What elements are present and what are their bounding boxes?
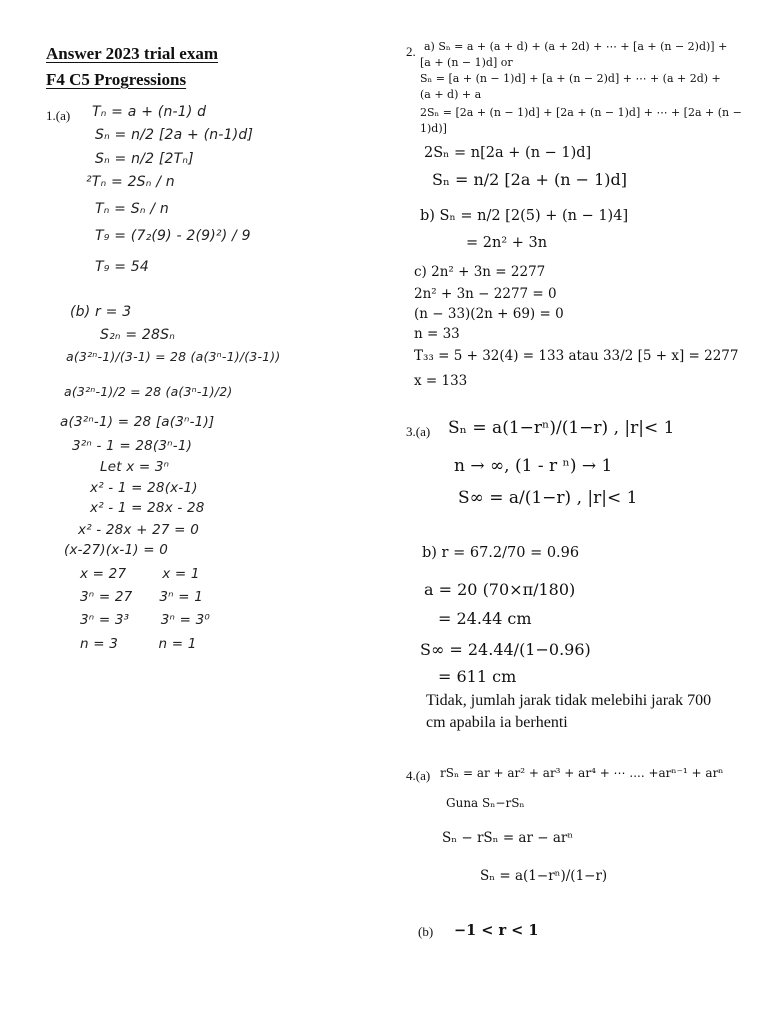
q1b-line: 3ⁿ = 27 3ⁿ = 1 xyxy=(80,589,204,605)
q1b-line: x² - 1 = 28(x-1) xyxy=(90,480,198,496)
q1a-line: Sₙ = n/2 [2a + (n-1)d] xyxy=(95,127,254,143)
q2-label: 2. xyxy=(406,44,416,59)
q4b-label: (b) xyxy=(418,924,434,939)
q1a-line: Tₙ = a + (n-1) d xyxy=(92,104,207,120)
q1b-line: a(3²ⁿ-1) = 28 [a(3ⁿ-1)] xyxy=(60,414,215,430)
q1b-line: x² - 28x + 27 = 0 xyxy=(78,522,199,538)
q2a-line: 2Sₙ = [2a + (n − 1)d] + [2a + (n − 1)d] + ⋯ + [2a + (n − xyxy=(420,106,742,119)
q4a-guna: Guna Sₙ−rSₙ xyxy=(446,796,525,810)
q2a-result: 2Sₙ = n[2a + (n − 1)d] xyxy=(424,145,592,161)
q1a-line: Sₙ = n/2 [2Tₙ] xyxy=(95,151,194,167)
q2c-line: x = 133 xyxy=(414,373,468,389)
q3a-sum-infinity: S∞ = a/(1−r) , |r|< 1 xyxy=(458,488,638,508)
q1b-line: n = 3 n = 1 xyxy=(80,636,197,652)
q3-label: 3.(a) xyxy=(406,424,431,439)
q2a-line: [a + (n − 1)d] or xyxy=(420,56,513,69)
q2a-line: (a + d) + a xyxy=(420,88,482,101)
q1b-line: S₂ₙ = 28Sₙ xyxy=(100,327,176,343)
q3b-line: b) r = 67.2/70 = 0.96 xyxy=(422,545,580,561)
page-subtitle: F4 C5 Progressions xyxy=(46,70,187,89)
q1b-line: 3²ⁿ - 1 = 28(3ⁿ-1) xyxy=(72,438,193,454)
q2c-line: T₃₃ = 5 + 32(4) = 133 atau 33/2 [5 + x] = 2277 xyxy=(414,348,739,364)
q2c-line: 2n² + 3n − 2277 = 0 xyxy=(414,286,557,302)
q2c-line: n = 33 xyxy=(414,326,460,342)
q1b-line: (b) r = 3 xyxy=(70,304,132,320)
q1b-line: a(3²ⁿ-1)/(3-1) = 28 (a(3ⁿ-1)/(3-1)) xyxy=(66,349,281,364)
q1b-line: Let x = 3ⁿ xyxy=(100,459,170,475)
q2a-line: 1)d)] xyxy=(420,122,447,135)
q3a-limit: n → ∞, (1 - r ⁿ) → 1 xyxy=(454,456,613,476)
q4a-line: Sₙ − rSₙ = ar − arⁿ xyxy=(442,830,574,846)
q3b-line: S∞ = 24.44/(1−0.96) xyxy=(420,640,591,659)
q1a-line: T₉ = (7₂(9) - 2(9)²) / 9 xyxy=(95,228,251,244)
page-title: Answer 2023 trial exam xyxy=(46,44,219,63)
q1b-line: x² - 1 = 28x - 28 xyxy=(90,500,205,516)
q1b-line: x = 27 x = 1 xyxy=(80,566,200,582)
q4a-formula: Sₙ = a(1−rⁿ)/(1−r) xyxy=(480,868,608,884)
q2a-formula: Sₙ = n/2 [2a + (n − 1)d] xyxy=(432,170,627,189)
q3a-line: Sₙ = a(1−rⁿ)/(1−r) , |r|< 1 xyxy=(448,418,675,438)
q3b-conclusion: Tidak, jumlah jarak tidak melebihi jarak 700 cm apabila ia berhenti xyxy=(426,692,712,731)
q2c-line: c) 2n² + 3n = 2277 xyxy=(414,264,546,280)
q2c-line: (n − 33)(2n + 69) = 0 xyxy=(414,306,564,322)
q1a-line: Tₙ = Sₙ / n xyxy=(95,201,169,217)
q1a-line: T₉ = 54 xyxy=(95,259,150,275)
q4a-line: rSₙ = ar + ar² + ar³ + ar⁴ + ⋯ .... +arⁿ⁻¹ + arⁿ xyxy=(440,766,724,780)
q2a-line: a) Sₙ = a + (a + d) + (a + 2d) + ⋯ + [a + (n − 2)d)] + xyxy=(424,40,728,53)
q1b-line: a(3²ⁿ-1)/2 = 28 (a(3ⁿ-1)/2) xyxy=(64,384,233,399)
q2b-line: = 2n² + 3n xyxy=(466,235,548,251)
q3b-line: = 611 cm xyxy=(438,667,517,686)
q3b-line: a = 20 (70×π/180) xyxy=(424,580,576,599)
q4b-answer: −1 < r < 1 xyxy=(454,922,539,939)
q4-label: 4.(a) xyxy=(406,768,431,783)
q2b-line: b) Sₙ = n/2 [2(5) + (n − 1)4] xyxy=(420,208,629,224)
q3b-line: = 24.44 cm xyxy=(438,609,532,628)
q1b-line: (x-27)(x-1) = 0 xyxy=(64,542,169,558)
q1a-label: 1.(a) xyxy=(46,108,71,123)
q1b-line: 3ⁿ = 3³ 3ⁿ = 3⁰ xyxy=(80,612,210,628)
q2a-line: Sₙ = [a + (n − 1)d] + [a + (n − 2)d] + ⋯ + (a + 2d) + xyxy=(420,72,721,85)
q1a-line: ²Tₙ = 2Sₙ / n xyxy=(86,174,175,190)
